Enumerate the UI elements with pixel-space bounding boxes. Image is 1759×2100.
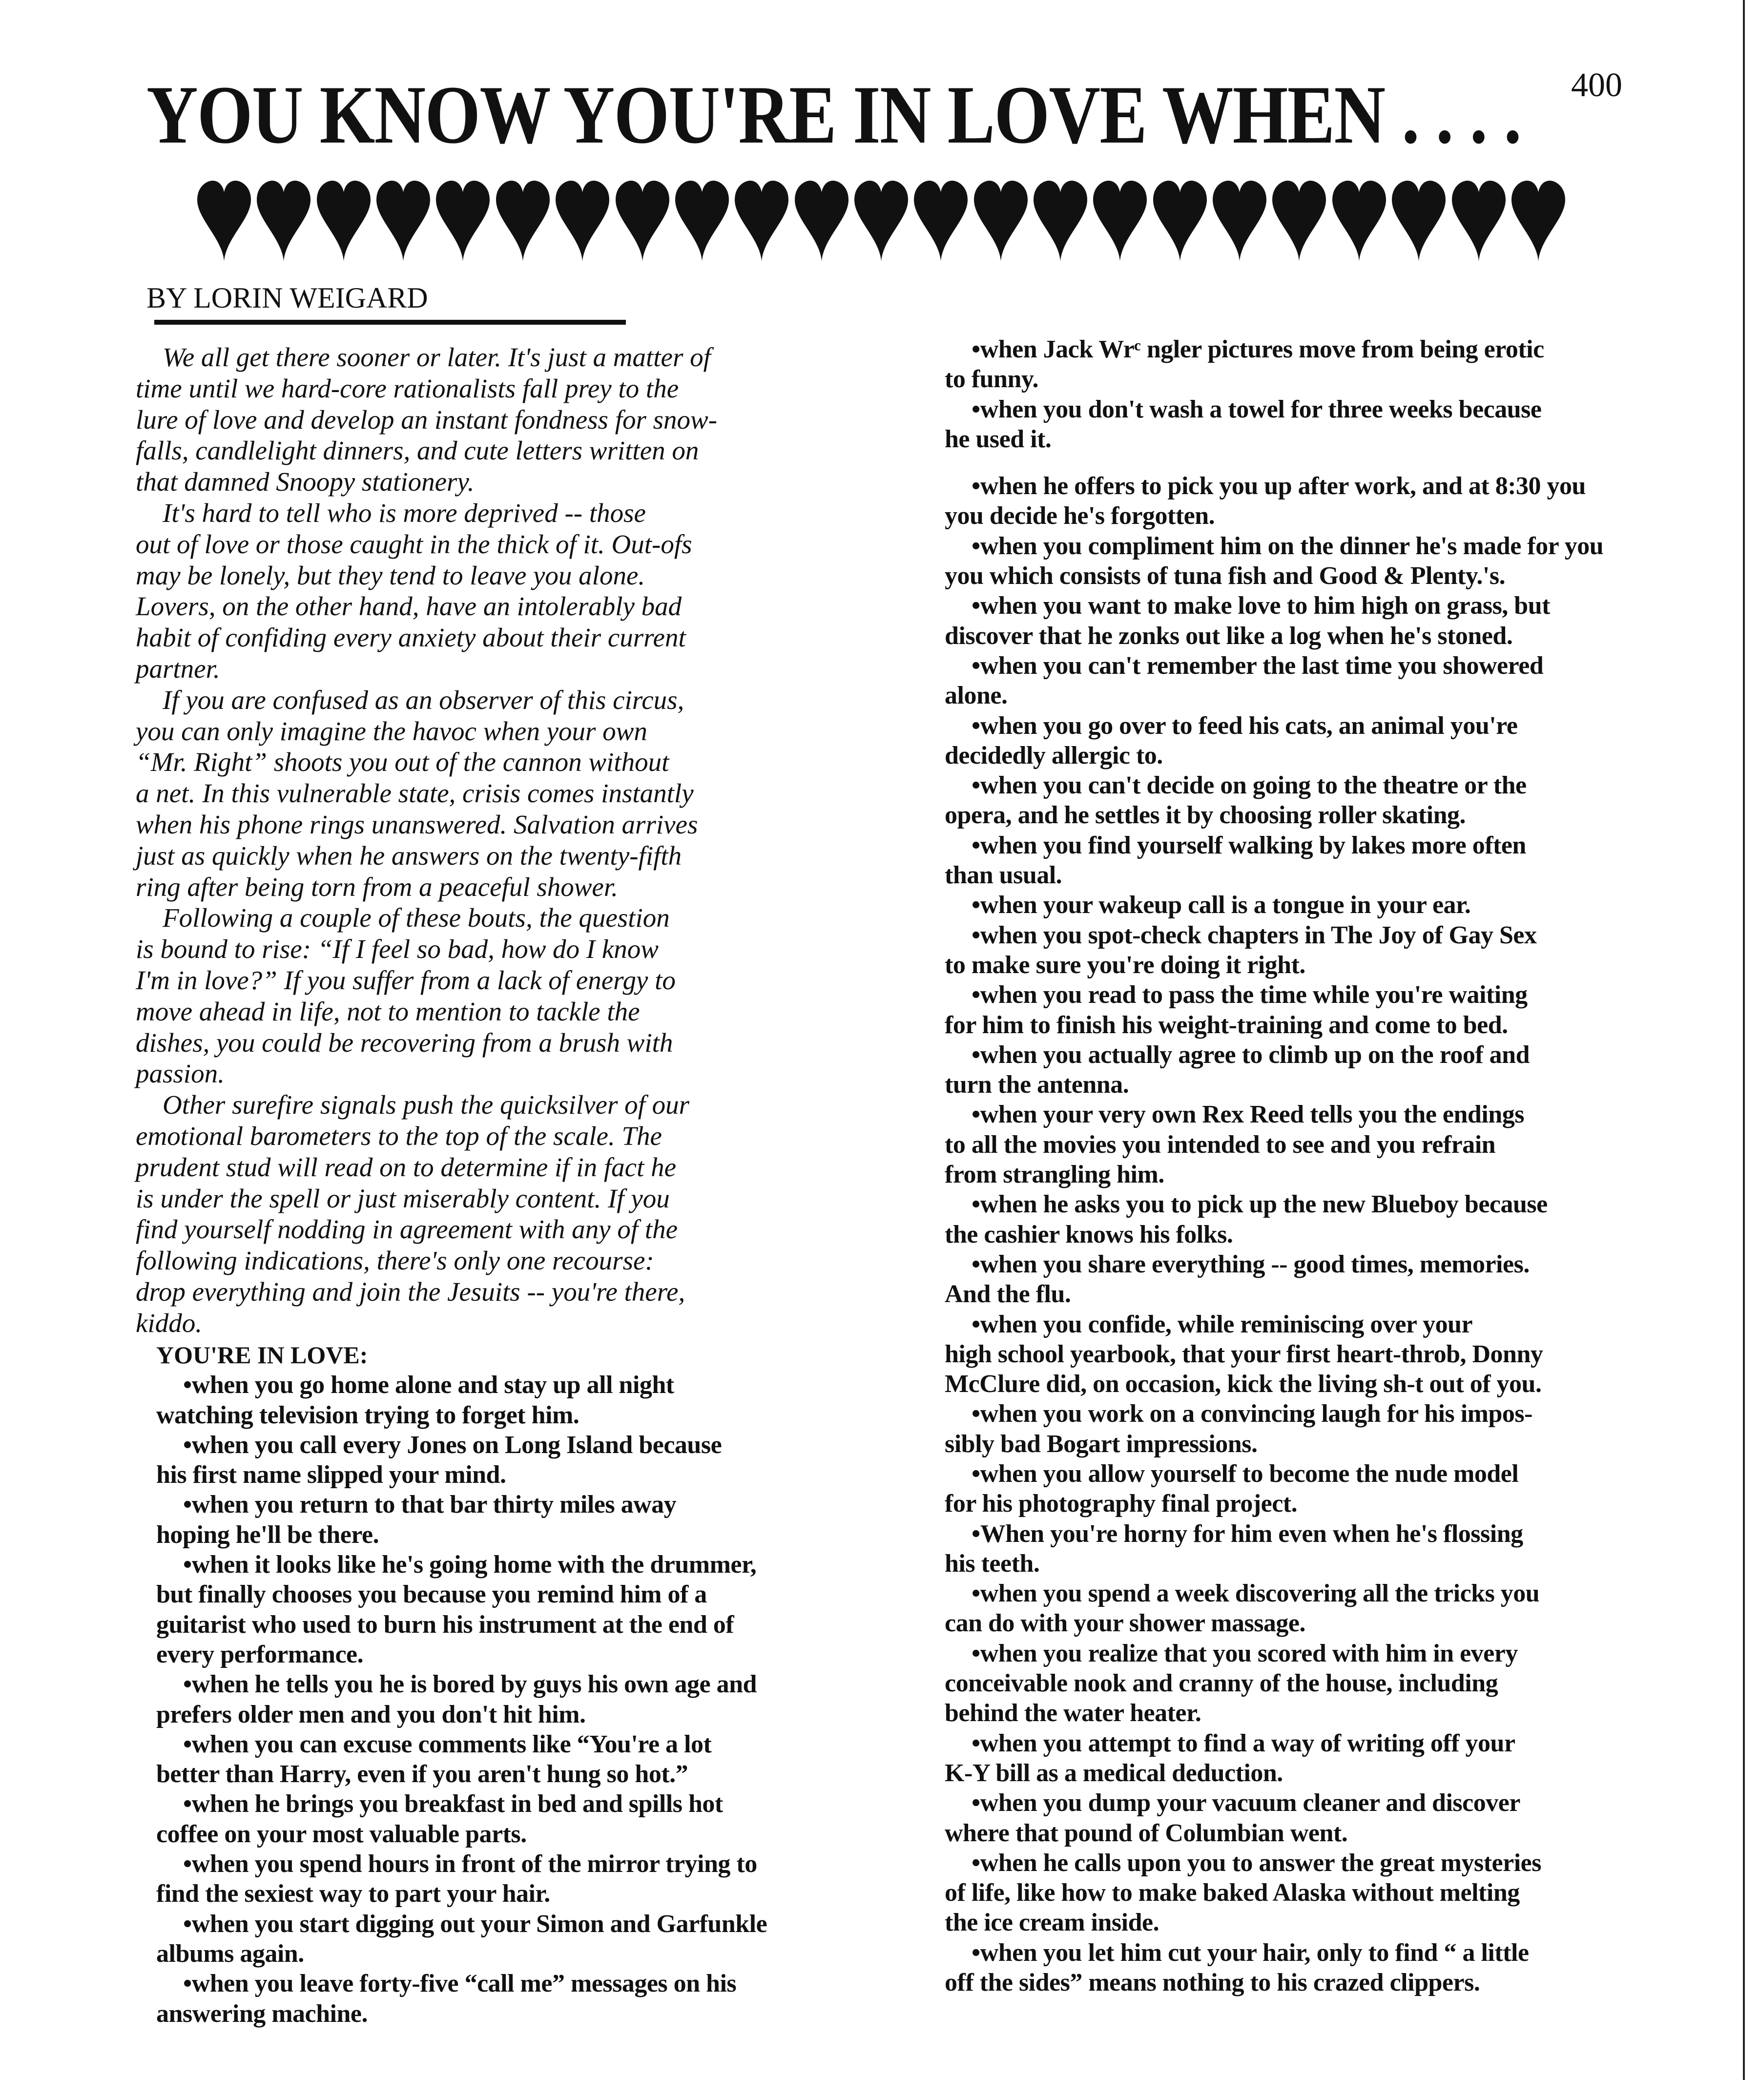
list-item [945,831,1716,891]
heart-icon [494,181,552,261]
intro-paragraph [136,685,888,903]
text-line: but finally chooses you because you remind him of a [156,1580,707,1609]
heart-icon [195,181,253,261]
list-item [945,1249,1716,1310]
text-line: of life, like how to make baked Alaska without melting [945,1879,1520,1907]
text-line: off the sides” means nothing to his crazed clippers. [945,1969,1480,1997]
heart-icon [673,181,731,261]
list-item [945,591,1716,651]
list-item [945,1728,1716,1788]
text-line: McClure did, on occasion, kick the living sh-t out of you. [945,1370,1542,1398]
text-line: you which consists of tuna fish and Good & Plenty.'s. [945,562,1506,590]
text-line: •when you dump your vacuum cleaner and discover [972,1789,1520,1817]
text-line: Other surefire signals push the quicksilver of our [163,1090,690,1120]
list-item [156,1370,869,1430]
text-line: when his phone rings unanswered. Salvation arrives [136,809,698,839]
text-line: •when you leave forty-five “call me” messages on his [183,1970,737,1998]
text-line: •when it looks like he's going home with the drummer, [183,1551,757,1579]
text-line: •when you want to make love to him high on grass, but [972,592,1550,620]
list-item [156,1550,869,1669]
text-line: his teeth. [945,1549,1040,1578]
text-line: to all the movies you intended to see and you refrain [945,1130,1496,1159]
text-line: •when your very own Rex Reed tells you the endings [972,1101,1524,1129]
heart-icon [852,181,910,261]
text-line: than usual. [945,861,1062,890]
text-line: you can only imagine the havoc when your own [136,716,647,746]
heart-icon [614,181,671,261]
heart-icon [912,181,970,261]
text-line: lure of love and develop an instant fondness for snow- [136,404,718,435]
text-line: We all get there sooner or later. It's just a matter of [163,342,711,372]
text-line: coffee on your most valuable parts. [156,1820,527,1848]
text-line: •when you share everything -- good times, memories. [972,1250,1530,1278]
list-item [945,1100,1716,1189]
text-line: for his photography final project. [945,1490,1298,1518]
text-line: move ahead in life, not to mention to tackle the [136,996,640,1026]
list-item [156,1490,869,1550]
text-line: a net. In this vulnerable state, crisis comes instantly [136,778,694,809]
text-line: is under the spell or just miserably content. If you [136,1183,670,1213]
text-line: from strangling him. [945,1161,1164,1189]
text-line: •when you can't remember the last time you showered [972,651,1544,680]
text-line: better than Harry, even if you aren't hung so hot.” [156,1760,688,1788]
list-item [945,1938,1716,1998]
list-item [156,1849,869,1909]
text-line: opera, and he settles it by choosing roller skating. [945,801,1466,830]
text-line: •when he offers to pick you up after work, and at 8:30 you [972,472,1586,500]
text-line: •when you find yourself walking by lakes more often [972,831,1526,859]
heart-icon [1510,181,1567,261]
text-line: It's hard to tell who is more deprived -- those [163,498,646,528]
heart-icon [374,181,432,261]
text-line: conceivable nook and cranny of the house, including [945,1669,1498,1698]
hearts-divider [195,181,1567,261]
heart-icon [733,181,790,261]
heart-icon [434,181,492,261]
list-item [945,1788,1716,1848]
text-line: falls, candlelight dinners, and cute letters written on [136,436,699,466]
text-line: sibly bad Bogart impressions. [945,1430,1258,1458]
text-line: •when you attempt to find a way of writing off your [972,1729,1515,1757]
text-line: •when you go over to feed his cats, an animal you're [972,711,1518,740]
list-item [156,1789,869,1849]
heart-icon [972,181,1030,261]
heart-icon [1032,181,1089,261]
text-line: to make sure you're doing it right. [945,951,1305,979]
text-line: behind the water heater. [945,1699,1201,1727]
heart-icon [1450,181,1508,261]
text-line: •when you don't wash a towel for three weeks because [972,395,1542,423]
text-line: •when you work on a convincing laugh for his impos- [972,1400,1532,1428]
text-line: time until we hard-core rationalists fall prey to the [136,373,679,403]
text-line: dishes, you could be recovering from a brush with [136,1027,673,1058]
text-line: you decide he's forgotten. [945,502,1215,530]
text-line: •when you start digging out your Simon and Garfunkle [183,1910,767,1938]
text-line: •when he brings you breakfast in bed and spills hot [183,1790,723,1818]
intro-paragraph [136,342,888,498]
text-line: •when Jack Wrᶜ ngler pictures move from being erotic [972,335,1544,363]
heart-icon [793,181,850,261]
text-line: following indications, there's only one recourse: [136,1246,654,1276]
text-line: every performance. [156,1640,364,1668]
text-line: •when you confide, while reminiscing over your [972,1310,1473,1338]
text-line: his first name slipped your mind. [156,1461,506,1489]
text-line: Lovers, on the other hand, have an intolerably bad [136,591,682,622]
text-line: turn the antenna. [945,1071,1129,1099]
text-line: prefers older men and you don't hit him. [156,1700,586,1728]
intro-paragraph [136,902,888,1089]
text-line: •When you're horny for him even when he's flossing [972,1519,1523,1548]
text-line: alone. [945,682,1008,710]
text-line: where that pound of Columbian went. [945,1819,1348,1847]
text-line: hoping he'll be there. [156,1520,379,1549]
text-line: find the sexiest way to part your hair. [156,1880,550,1908]
intro-text [136,342,888,1339]
love-list-left [156,1340,869,2029]
text-line: that damned Snoopy stationery. [136,467,475,497]
list-item [156,1669,869,1729]
text-line: I'm in love?” If you suffer from a lack of energy to [136,965,676,995]
text-line: •when you return to that bar thirty miles away [183,1491,677,1519]
text-line: •when you read to pass the time while you're waiting [972,981,1528,1009]
text-line: •when you go home alone and stay up all night [183,1371,674,1399]
list-item [945,1310,1716,1399]
text-line: find yourself nodding in agreement with any of the [136,1214,678,1245]
text-line: guitarist who used to burn his instrument at the end of [156,1610,734,1639]
love-list-right [945,334,1716,1997]
list-item [945,1040,1716,1100]
text-line: to funny. [945,365,1039,394]
text-line: prudent stud will read on to determine if in fact he [136,1152,677,1182]
text-line: •when he tells you he is bored by guys his own age and [183,1670,757,1699]
text-line: out of love or those caught in the thick of it. Out-ofs [136,529,692,559]
list-item [945,395,1716,455]
intro-paragraph [136,498,888,685]
text-line: •when he calls upon you to answer the great mysteries [972,1849,1541,1877]
text-line: the ice cream inside. [945,1909,1159,1937]
heart-icon [255,181,312,261]
text-line: decidedly allergic to. [945,741,1163,769]
text-line: kiddo. [136,1308,202,1338]
text-line: partner. [136,653,220,684]
list-item [156,1969,869,2029]
text-line: •when you can't decide on going to the theatre or the [972,771,1527,800]
text-line: high school yearbook, that your first heart-throb, Donny [945,1340,1543,1368]
list-heading: YOU'RE IN LOVE: [156,1341,368,1369]
list-item [945,1399,1716,1459]
text-line: answering machine. [156,1999,368,2028]
list-item [945,471,1716,531]
heart-icon [1091,181,1149,261]
text-line: •when you actually agree to climb up on the roof and [972,1040,1530,1069]
text-line: is bound to rise: “If I feel so bad, how do I know [136,934,659,964]
text-line: may be lonely, but they tend to leave you alone. [136,560,645,590]
intro-paragraph [136,1089,888,1338]
page-edge-rule [1743,0,1745,2080]
list-item [945,711,1716,771]
text-line: watching television trying to forget him. [156,1401,579,1429]
text-line: emotional barometers to the top of the scale. The [136,1121,662,1151]
text-line: •when you can excuse comments like “You're a lot [183,1730,712,1758]
text-line: •when your wakeup call is a tongue in your ear. [972,891,1471,919]
text-line: Following a couple of these bouts, the question [163,903,670,933]
list-item [945,890,1716,920]
list-item [945,1579,1716,1639]
text-line: he used it. [945,425,1052,453]
text-line: for him to finish his weight-training and come to bed. [945,1011,1508,1039]
text-line: habit of confiding every anxiety about their current [136,623,686,653]
list-item [156,1430,869,1490]
spacer [945,454,1716,471]
text-line: K-Y bill as a medical deduction. [945,1759,1283,1787]
text-line: •when you spot-check chapters in The Joy of Gay Sex [972,921,1537,949]
text-line: ring after being torn from a peaceful shower. [136,872,618,902]
list-item [945,770,1716,831]
heart-icon [1390,181,1448,261]
article-title: YOU KNOW YOU'RE IN LOVE WHEN . . . . [146,69,1521,161]
text-line: •when you compliment him on the dinner he's made for you [972,532,1604,560]
list-item [945,920,1716,980]
text-line: •when you spend a week discovering all the tricks you [972,1580,1540,1608]
list-item [945,980,1716,1040]
heart-icon [554,181,611,261]
heart-icon [1211,181,1268,261]
heart-icon [1330,181,1388,261]
text-line: •when you realize that you scored with him in every [972,1639,1518,1667]
text-line: •when he asks you to pick up the new Blueboy because [972,1190,1548,1219]
text-line: discover that he zonks out like a log when he's stoned. [945,622,1513,650]
heart-icon [1270,181,1328,261]
text-line: •when you call every Jones on Long Island because [183,1431,722,1459]
text-line: •when you allow yourself to become the nude model [972,1459,1519,1488]
list-item [945,1848,1716,1938]
text-line: •when you spend hours in front of the mirror trying to [183,1850,757,1878]
byline: BY LORIN WEIGARD [146,282,428,314]
list-item [945,1639,1716,1728]
list-item [945,531,1716,591]
text-line: drop everything and join the Jesuits -- you're there, [136,1276,685,1307]
heart-icon [315,181,372,261]
heart-icon [1151,181,1209,261]
list-item [156,1729,869,1789]
text-line: the cashier knows his folks. [945,1220,1233,1248]
text-line: can do with your shower massage. [945,1609,1306,1638]
text-line: “Mr. Right” shoots you out of the cannon without [136,747,669,777]
list-item [945,1189,1716,1249]
list-item [156,1909,869,1969]
text-line: albums again. [156,1939,304,1968]
list-item [945,651,1716,711]
text-line: If you are confused as an observer of this circus, [163,685,684,715]
list-item [945,1519,1716,1579]
byline-rule [154,320,626,325]
list-item [945,1459,1716,1519]
text-line: just as quickly when he answers on the twenty-fifth [136,840,682,871]
text-line: passion. [136,1059,225,1089]
text-line: •when you let him cut your hair, only to find “ a little [972,1938,1529,1967]
text-line: And the flu. [945,1280,1071,1309]
page-number: 400 [1571,66,1622,104]
list-item [945,334,1716,395]
